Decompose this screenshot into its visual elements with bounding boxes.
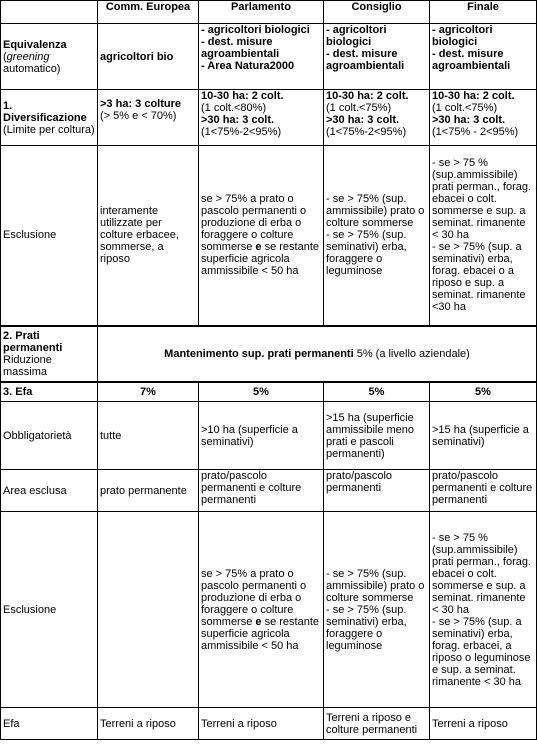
efa-parl: 5%	[199, 382, 324, 402]
equivalenza-parl-item: - Area Natura2000	[201, 60, 295, 72]
equivalenza-comm: agricoltori bio	[98, 24, 199, 90]
prati-label-bold: 2. Prati permanenti	[3, 329, 63, 354]
efa-fin: 5%	[430, 382, 537, 402]
esclusione2-parl-text: se > 75% a prato o pascolo permanenti o produzione di erba o foraggere o colture sommerse	[201, 567, 307, 628]
efa-cons: 5%	[324, 382, 430, 402]
diversificazione-cons-line: 10-30 ha: 2 colt.	[326, 90, 409, 102]
equivalenza-label	[1, 24, 98, 90]
diversificazione-comm-note: (> 5% e < 70%)	[100, 110, 177, 122]
diversificazione-fin-line: >30 ha: 3 colt.	[432, 114, 506, 126]
area-esclusa-label: Area esclusa	[1, 470, 98, 512]
efa-label: 3. Efa	[1, 382, 98, 402]
diversificazione-fin	[430, 90, 537, 146]
diversificazione-cons-note: (1<75%-2<95%)	[326, 126, 407, 138]
esclusione1-fin-item: - se > 75% (sup. a seminativi) erba, forag. ebacei o a riposo e sup. a seminat. rimanente <30 ha	[432, 241, 526, 314]
diversificazione-label	[1, 90, 98, 146]
efa-row-cons: Terreni a riposo e colture permanenti	[324, 708, 430, 740]
esclusione1-cons	[324, 146, 430, 326]
row-esclusione-efa	[1, 512, 537, 708]
row-esclusione-diversificazione	[1, 146, 537, 326]
obbligatorieta-cons: >15 ha (superficie ammissibile meno prati e pascoli permanenti)	[324, 402, 430, 470]
equivalenza-parl-item: - agricoltori biologici	[201, 24, 310, 36]
area-esclusa-fin: prato/pascolo permanenti e colture permanenti	[430, 470, 537, 512]
header-parlamento: Parlamento	[199, 1, 324, 24]
diversificazione-parl-line: 10-30 ha: 2 colt.	[201, 90, 284, 102]
efa-comm: 7%	[98, 382, 199, 402]
prati-text-bold: Mantenimento sup. prati permanenti	[164, 347, 354, 360]
diversificazione-label-rest: (Limite per coltura)	[3, 123, 95, 136]
equivalenza-label-italic: greening	[6, 50, 50, 63]
equivalenza-cons	[324, 24, 430, 90]
diversificazione-fin-note: (1 colt.<75%)	[432, 102, 498, 114]
header-finale: Finale	[430, 1, 537, 24]
esclusione2-label: Esclusione	[1, 512, 98, 708]
diversificazione-parl	[199, 90, 324, 146]
header-row	[1, 1, 537, 24]
diversificazione-fin-line: 10-30 ha: 2 colt.	[432, 90, 515, 102]
diversificazione-cons-note: (1 colt.<75%)	[326, 102, 392, 114]
area-esclusa-comm: prato permanente	[98, 470, 199, 512]
obbligatorieta-fin: >15 ha (superficie a seminativi)	[430, 402, 537, 470]
esclusione1-parl	[199, 146, 324, 326]
header-comm-europea: Comm. Europea	[98, 1, 199, 24]
area-esclusa-parl: prato/pascolo permanenti e colture permanenti	[199, 470, 324, 512]
prati-text-rest: 5% (a livello aziendale)	[353, 347, 470, 360]
row-obbligatorieta	[1, 402, 537, 470]
esclusione2-parl	[199, 512, 324, 708]
diversificazione-fin-note: (1<75% - 2<95%)	[432, 126, 519, 138]
esclusione2-fin-item: - se > 75 % (sup.ammissibile) prati perman., forag. ebacei o colt. sommerse e sup. a seminat. rimanente < 30 ha	[432, 531, 532, 616]
esclusione1-parl-text: se restante superficie agricola ammissibile < 50 ha	[201, 241, 320, 278]
esclusione2-parl-and: e	[255, 615, 262, 628]
equivalenza-label-rest: automatico)	[3, 62, 61, 75]
esclusione2-fin-item: - se > 75% (sup. a seminativi) erba, forag. erbacei, a riposo o leguminose e sup. a seminat. rimanente < 30 ha	[432, 615, 531, 688]
row-efa-header	[1, 382, 537, 402]
esclusione1-comm: interamente utilizzate per colture erbacee, sommerse, a riposo	[98, 146, 199, 326]
obbligatorieta-comm: tutte	[98, 402, 199, 470]
esclusione1-fin	[430, 146, 537, 326]
esclusione2-cons-item: - se > 75% (sup. seminativi) erba, foraggere o leguminose	[326, 603, 407, 652]
esclusione1-label: Esclusione	[1, 146, 98, 326]
diversificazione-cons	[324, 90, 430, 146]
diversificazione-label-bold: 1. Diversificazione	[3, 99, 87, 124]
diversificazione-parl-note: (1 colt.<80%)	[201, 102, 267, 114]
esclusione1-parl-text: se > 75% a prato o pascolo permanenti o produzione di erba o foraggere o colture sommerse	[201, 193, 307, 254]
header-blank	[1, 1, 98, 24]
efa-row-parl: Terreni a riposo	[199, 708, 324, 740]
esclusione2-parl-text: se restante superficie agricola ammissibile < 50 ha	[201, 615, 320, 652]
row-diversificazione	[1, 90, 537, 146]
esclusione2-cons-item: - se > 75% (sup. ammissibile) prato o colture sommerse	[326, 567, 425, 604]
efa-row-fin: Terreni a riposo	[430, 708, 537, 740]
equivalenza-label-paren: (	[3, 50, 7, 63]
equivalenza-parl	[199, 24, 324, 90]
equivalenza-label-bold: Equivalenza	[3, 38, 67, 51]
prati-label	[1, 326, 98, 382]
obbligatorieta-parl: >10 ha (superficie a seminativi)	[199, 402, 324, 470]
equivalenza-fin	[430, 24, 537, 90]
equivalenza-fin-item: - dest. misure agroambientali	[432, 48, 511, 72]
prati-text	[98, 326, 537, 382]
diversificazione-comm	[98, 90, 199, 146]
esclusione1-fin-item: - se > 75 % (sup.ammissibile) prati perman., forag. ebacei o colt. sommerse e sup. a seminat. rimanente < 30 ha	[432, 157, 532, 242]
equivalenza-parl-item: - dest. misure agroambientali	[201, 36, 280, 60]
esclusione1-cons-item: - se > 75% (sup. ammissibile) prato o colture sommerse	[326, 193, 425, 230]
diversificazione-parl-line: >30 ha: 3 colt.	[201, 114, 275, 126]
equivalenza-cons-item: - dest. misure agroambientali	[326, 48, 405, 72]
prati-label-rest: Riduzione massima	[3, 353, 52, 378]
efa-row-label: Efa	[1, 708, 98, 740]
esclusione2-cons	[324, 512, 430, 708]
row-area-esclusa	[1, 470, 537, 512]
esclusione2-fin	[430, 512, 537, 708]
row-equivalenza	[1, 24, 537, 90]
row-efa	[1, 708, 537, 740]
row-prati-permanenti	[1, 326, 537, 382]
esclusione2-comm	[98, 512, 199, 708]
equivalenza-fin-item: - agricoltori biologici	[432, 24, 493, 48]
area-esclusa-cons: prato/pascolo permanenti	[324, 470, 430, 512]
diversificazione-parl-note: (1<75%-2<95%)	[201, 126, 282, 138]
equivalenza-cons-item: - agricoltori biologici	[326, 24, 387, 48]
esclusione1-parl-and: e	[255, 241, 262, 254]
esclusione1-cons-item: - se > 75% (sup. seminativi) erba, foraggere o leguminose	[326, 229, 407, 278]
diversificazione-cons-line: >30 ha: 3 colt.	[326, 114, 400, 126]
obbligatorieta-label: Obbligatorietà	[1, 402, 98, 470]
diversificazione-comm-bold: >3 ha: 3 colture	[100, 98, 182, 110]
efa-row-comm: Terreni a riposo	[98, 708, 199, 740]
header-consiglio: Consiglio	[324, 1, 430, 24]
